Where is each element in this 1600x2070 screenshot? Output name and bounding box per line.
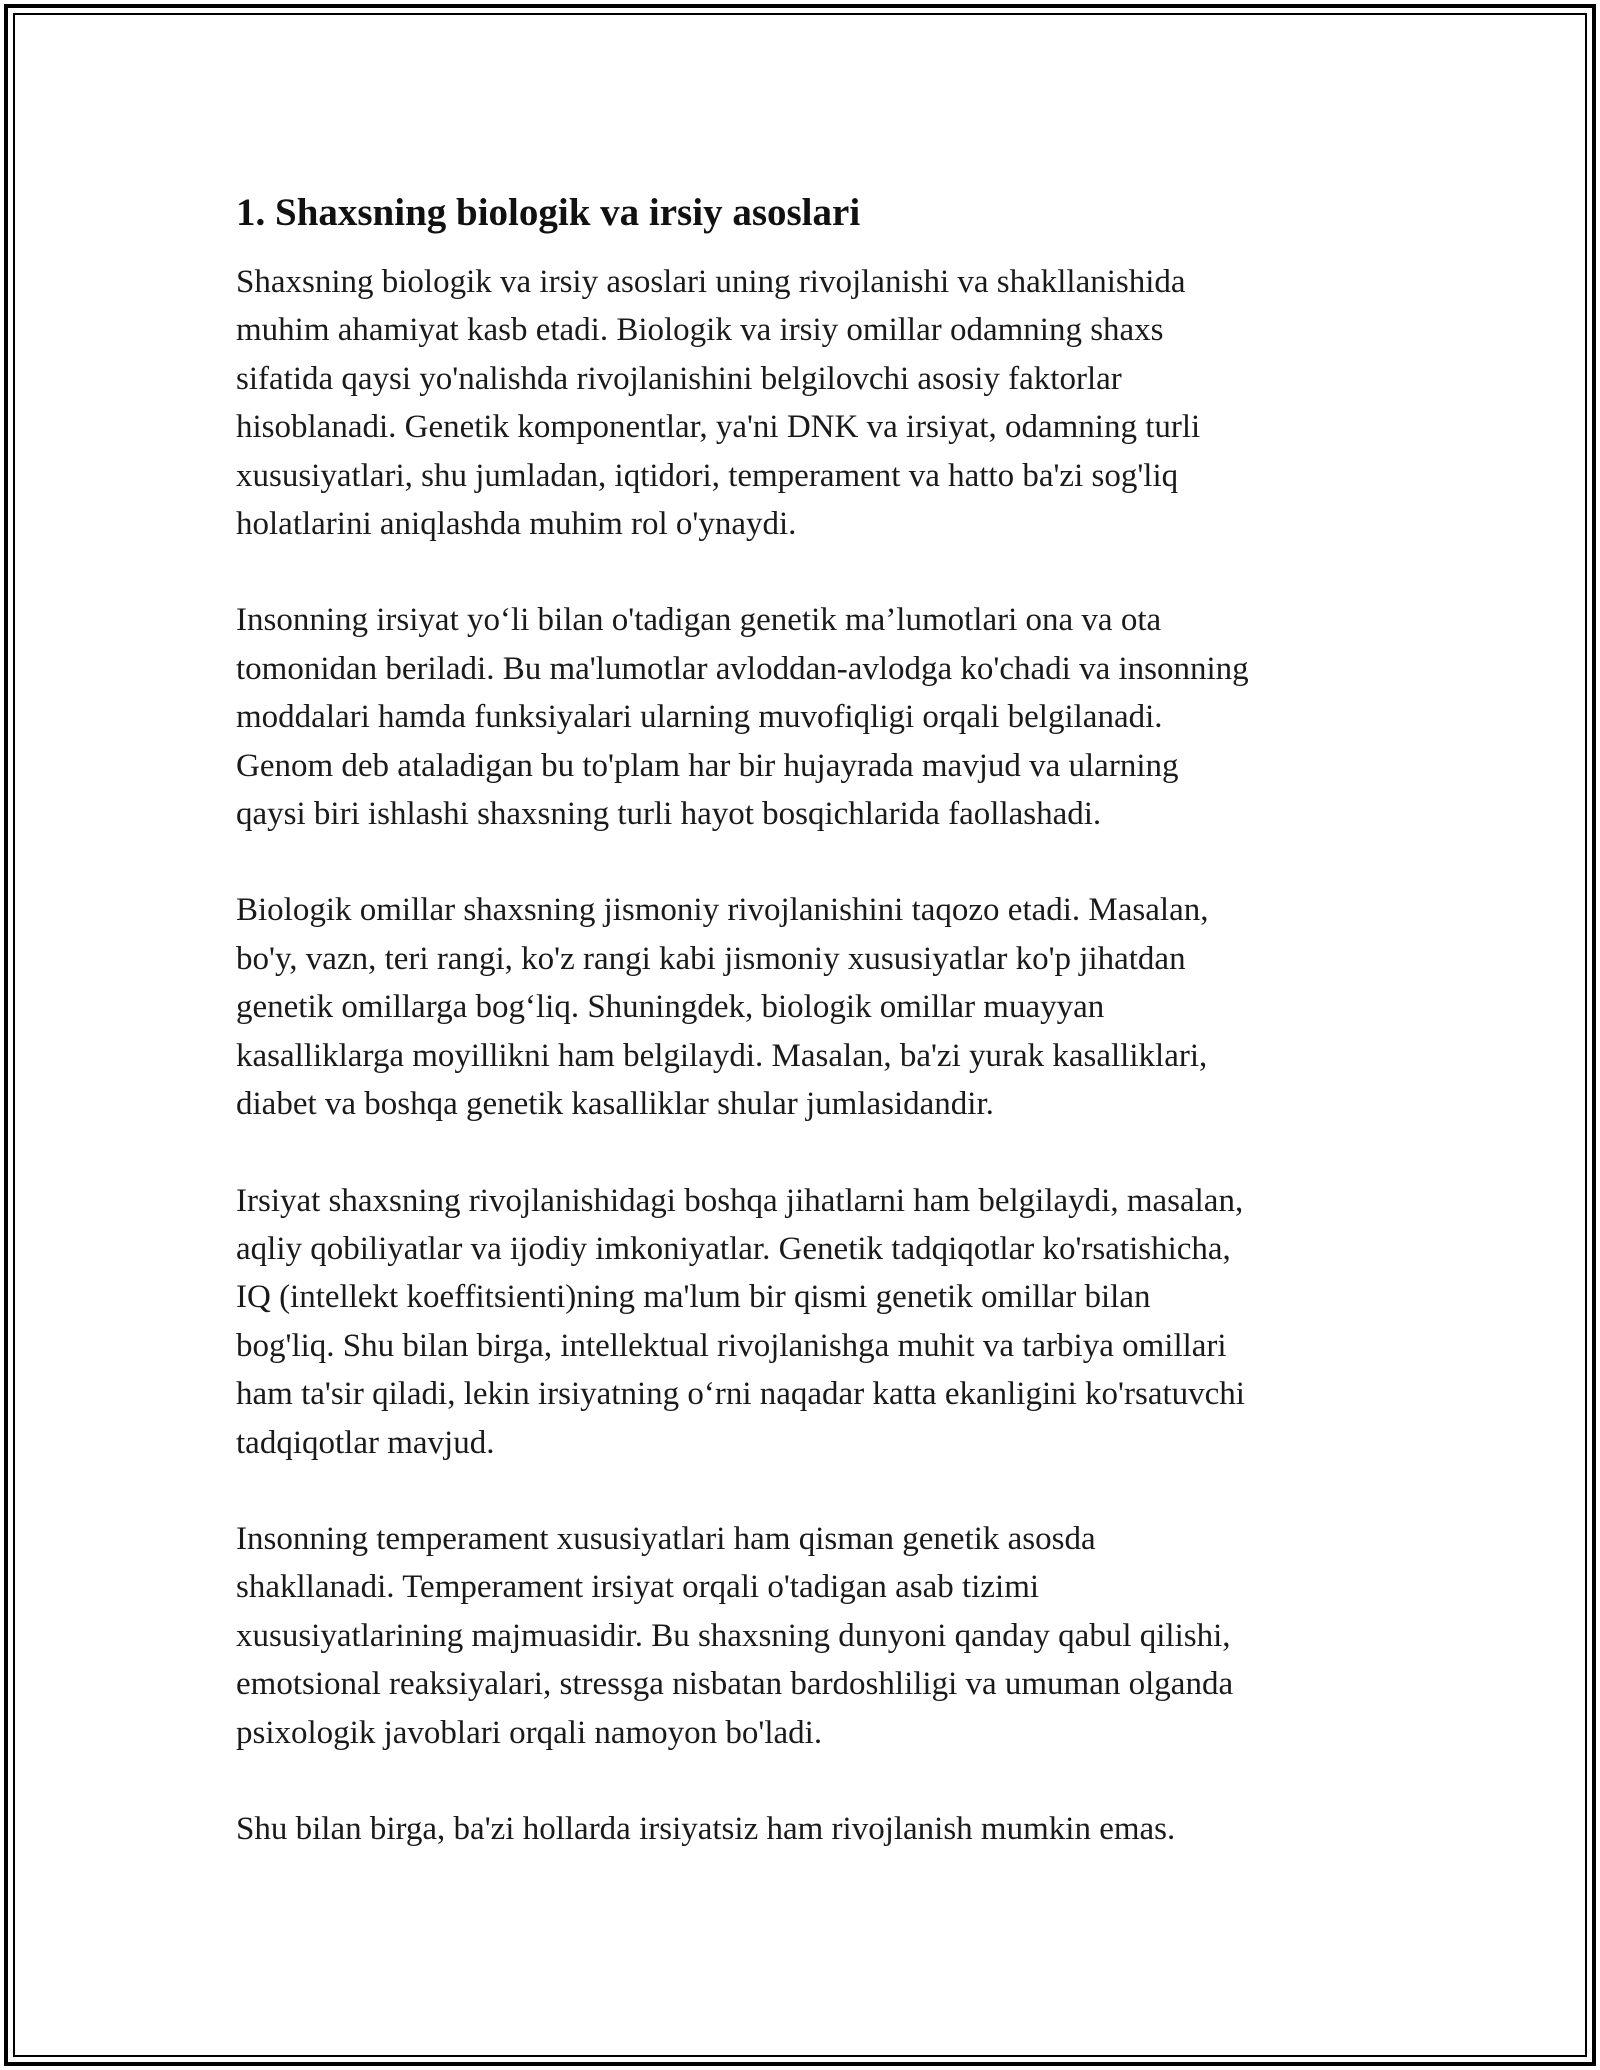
text-line: Insonning irsiyat yo‘li bilan o'tadigan genetik ma’lumotlari ona va ota bbox=[236, 602, 1162, 639]
text-line: aqliy qobiliyatlar va ijodiy imkoniyatlar. Genetik tadqiqotlar ko'rsatishicha, bbox=[236, 1230, 1231, 1267]
text-line: tadqiqotlar mavjud. bbox=[236, 1424, 495, 1461]
text-line: holatlarini aniqlashda muhim rol o'ynaydi. bbox=[236, 506, 797, 543]
text-line: xususiyatlarining majmuasidir. Bu shaxsning dunyoni qanday qabul qilishi, bbox=[236, 1617, 1231, 1654]
text-line: sifatida qaysi yo'nalishda rivojlanishini belgilovchi asosiy faktorlar bbox=[236, 360, 1122, 397]
text-line: Irsiyat shaxsning rivojlanishidagi boshqa jihatlarni ham belgilaydi, masalan, bbox=[236, 1182, 1244, 1219]
text-line: Shaxsning biologik va irsiy asoslari uning rivojlanishi va shakllanishida bbox=[236, 264, 1186, 300]
text-line: bo'y, vazn, teri rangi, ko'z rangi kabi jismoniy xususiyatlar ko'p jihatdan bbox=[236, 940, 1186, 977]
text-line: diabet va boshqa genetik kasalliklar shular jumlasidandir. bbox=[236, 1086, 994, 1123]
text-line: psixologik javoblari orqali namoyon bo'ladi. bbox=[236, 1714, 823, 1751]
document-body bbox=[236, 188, 1386, 1901]
text-line: moddalari hamda funksiyalari ularning muvofiqligi orqali belgilanadi. bbox=[236, 699, 1163, 736]
text-line: IQ (intellekt koeffitsienti)ning ma'lum bir qismi genetik omillar bilan bbox=[236, 1279, 1151, 1316]
text-line: genetik omillarga bog‘liq. Shuningdek, biologik omillar muayyan bbox=[236, 989, 1105, 1026]
text-line: xususiyatlari, shu jumladan, iqtidori, temperament va hatto ba'zi sog'liq bbox=[236, 457, 1179, 494]
text-line: Biologik omillar shaxsning jismoniy rivojlanishini taqozo etadi. Masalan, bbox=[236, 892, 1209, 929]
text-line: bog'liq. Shu bilan birga, intellektual rivojlanishga muhit va tarbiya omillari bbox=[236, 1327, 1227, 1364]
paragraph-6 bbox=[236, 1805, 1376, 1853]
text-line: Genom deb ataladigan bu to'plam har bir hujayrada mavjud va ularning bbox=[236, 747, 1179, 784]
text-line: kasalliklarga moyillikni ham belgilaydi. Masalan, ba'zi yurak kasalliklari, bbox=[236, 1037, 1208, 1074]
text-line: shakllanadi. Temperament irsiyat orqali o'tadigan asab tizimi bbox=[236, 1569, 1040, 1606]
text-line: muhim ahamiyat kasb etadi. Biologik va irsiy omillar odamning shaxs bbox=[236, 312, 1164, 349]
paragraph-4 bbox=[236, 1177, 1376, 1467]
text-line: hisoblanadi. Genetik komponentlar, ya'ni DNK va irsiyat, odamning turli bbox=[236, 409, 1201, 446]
text-line: ham ta'sir qiladi, lekin irsiyatning o‘rni naqadar katta ekanligini ko'rsatuvchi bbox=[236, 1376, 1245, 1413]
paragraph-2 bbox=[236, 596, 1376, 838]
text-line: tomonidan beriladi. Bu ma'lumotlar avloddan-avlodga ko'chadi va insonning bbox=[236, 650, 1249, 687]
paragraph-1 bbox=[236, 258, 1376, 548]
text-line: Insonning temperament xususiyatlari ham qisman genetik asosda bbox=[236, 1520, 1096, 1557]
document-title: 1. Shaxsning biologik va irsiy asoslari bbox=[236, 191, 861, 234]
paragraph-5 bbox=[236, 1515, 1376, 1757]
text-line: emotsional reaksiyalari, stressga nisbatan bardoshliligi va umuman olganda bbox=[236, 1666, 1234, 1703]
text-line: qaysi biri ishlashi shaxsning turli hayot bosqichlarida faollashadi. bbox=[236, 796, 1102, 833]
paragraph-3 bbox=[236, 886, 1376, 1128]
text-line: Shu bilan birga, ba'zi hollarda irsiyatsiz ham rivojlanish mumkin emas. bbox=[236, 1810, 1176, 1847]
